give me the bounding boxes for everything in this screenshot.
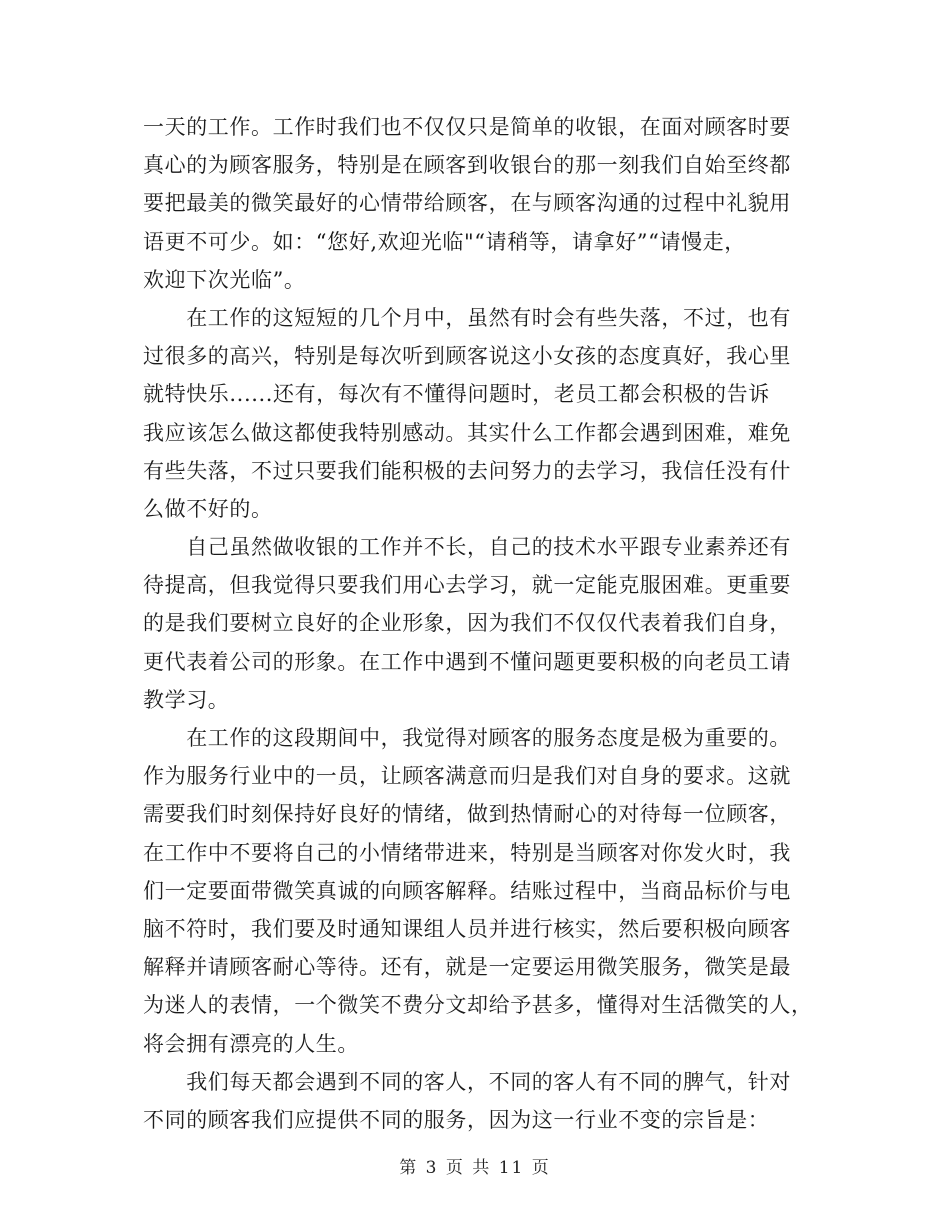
text-line: 们一定要面带微笑真诚的向顾客解释。结账过程中，当商品标价与电 bbox=[143, 878, 791, 903]
text-line: 待提高，但我觉得只要我们用心去学习，就一定能克服困难。更重要 bbox=[143, 573, 791, 598]
text-line: 脑不符时，我们要及时通知课组人员并进行核实，然后要积极向顾客 bbox=[143, 916, 791, 941]
text-line: 不同的顾客我们应提供不同的服务，因为这一行业不变的宗旨是： bbox=[143, 1107, 770, 1132]
text-line: 就特快乐......还有，每次有不懂得问题时，老员工都会积极的告诉 bbox=[143, 382, 770, 407]
text-line: 需要我们时刻保持好良好的情绪，做到热情耐心的对待每一位顾客， bbox=[143, 802, 791, 827]
text-line: 自己虽然做收银的工作并不长，自己的技术水平跟专业素养还有 bbox=[143, 535, 791, 560]
text-line: 在工作的这段期间中，我觉得对顾客的服务态度是极为重要的。 bbox=[143, 726, 791, 750]
text-line: 欢迎下次光临”。 bbox=[143, 267, 306, 292]
text-line: 作为服务行业中的一员，让顾客满意而归是我们对自身的要求。这就 bbox=[143, 764, 791, 789]
page-number-footer: 第 3 页 共 11 页 bbox=[399, 1158, 551, 1178]
text-line: 一天的工作。工作时我们也不仅仅只是简单的收银，在面对顾客时要 bbox=[143, 115, 791, 139]
text-line: 有些失落，不过只要我们能积极的去问努力的去学习，我信任没有什 bbox=[143, 458, 791, 483]
text-line: 过很多的高兴，特别是每次听到顾客说这小女孩的态度真好，我心里 bbox=[143, 344, 791, 369]
text-line: 在工作中不要将自己的小情绪带进来，特别是当顾客对你发火时，我 bbox=[143, 840, 791, 865]
text-line: 教学习。 bbox=[143, 687, 230, 712]
text-line: 在工作的这短短的几个月中，虽然有时会有些失落，不过，也有 bbox=[143, 305, 791, 330]
text-line: 要把最美的微笑最好的心情带给顾客，在与顾客沟通的过程中礼貌用 bbox=[143, 191, 791, 216]
text-line: 语更不可少。如：“您好,欢迎光临"“请稍等，请拿好”“请慢走， bbox=[143, 229, 746, 254]
text-line: 为迷人的表情，一个微笑不费分文却给予甚多，懂得对生活微笑的人， bbox=[143, 993, 813, 1018]
text-line: 将会拥有漂亮的人生。 bbox=[143, 1031, 359, 1056]
text-line: 的是我们要树立良好的企业形象，因为我们不仅仅代表着我们自身， bbox=[143, 611, 791, 636]
text-line: 么做不好的。 bbox=[143, 496, 273, 521]
text-line: 解释并请顾客耐心等待。还有，就是一定要运用微笑服务，微笑是最 bbox=[143, 955, 791, 980]
body-text bbox=[143, 108, 813, 1139]
text-line: 我应该怎么做这都使我特别感动。其实什么工作都会遇到困难，难免 bbox=[143, 420, 791, 445]
text-line: 真心的为顾客服务，特别是在顾客到收银台的那一刻我们自始至终都 bbox=[143, 153, 791, 178]
text-line: 更代表着公司的形象。在工作中遇到不懂问题更要积极的向老员工请 bbox=[143, 649, 791, 674]
text-line: 我们每天都会遇到不同的客人，不同的客人有不同的脾气，针对 bbox=[143, 1069, 791, 1094]
